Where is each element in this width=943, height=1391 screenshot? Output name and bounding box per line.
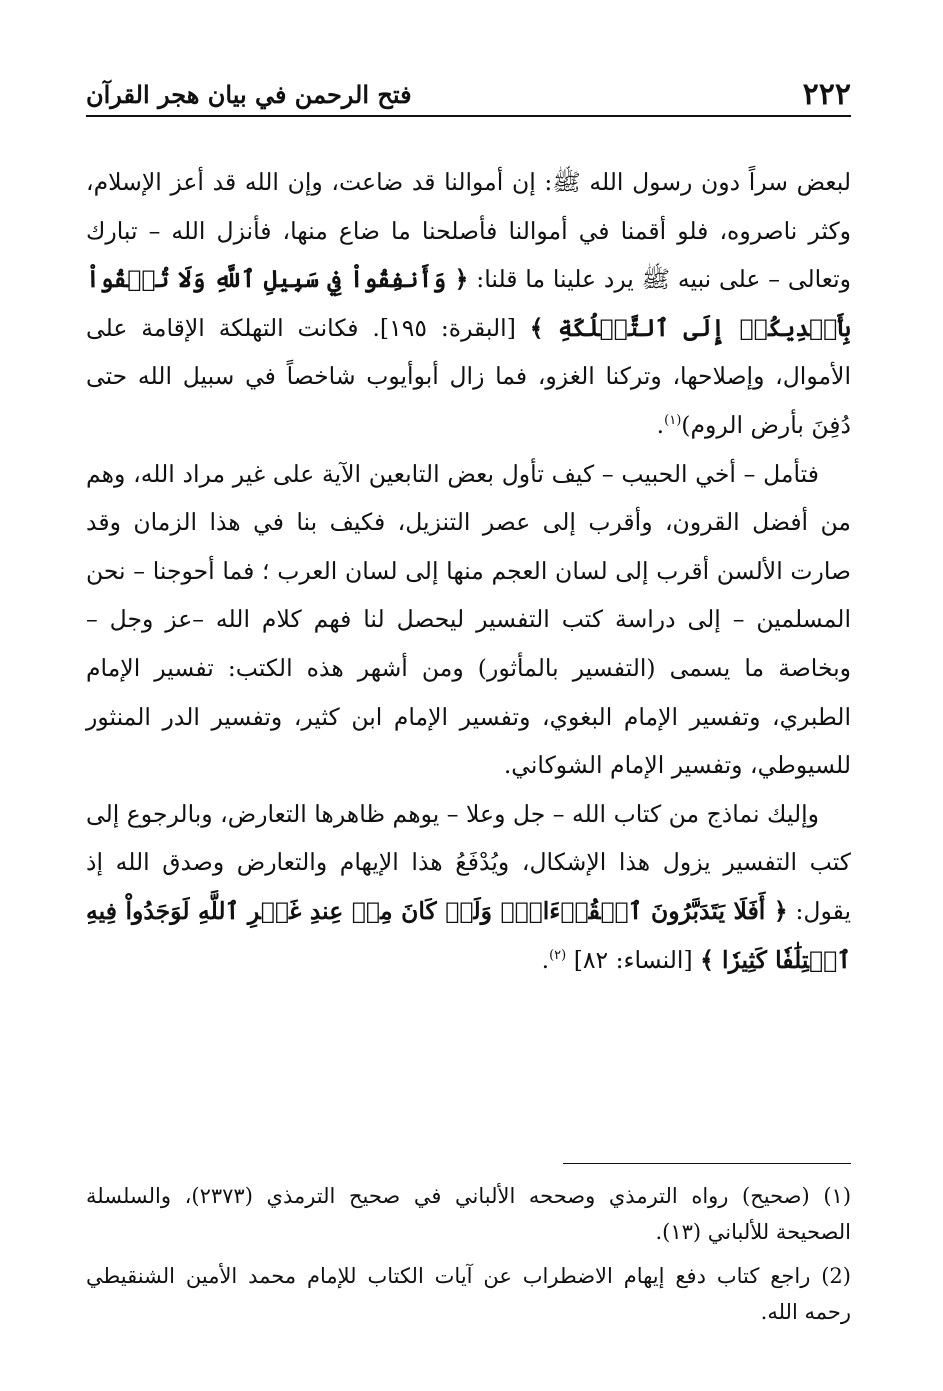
footnote-1-text: (صحيح) رواه الترمذي وصححه الألباني في صحيح الترمذي (٢٣٧٣)، والسلسلة الصحيحة للألباني (١٣). xyxy=(86,1184,851,1244)
running-title: فتح الرحمن في بيان هجر القرآن xyxy=(86,80,412,109)
footnote-2-number: (2) xyxy=(821,1264,851,1288)
footnote-2 xyxy=(86,1258,851,1330)
paragraph-3-text: وإليك نماذج من كتاب الله – جل وعلا – يوهم ظاهرها التعارض، وبالرجوع إلى كتب التفسير يزول هذا الإشكال، ويُدْفَعُ هذا الإيهام والتعارض وصدق الله إذ يقول: xyxy=(86,799,852,925)
footnotes xyxy=(86,1178,851,1338)
quran-verse-baqarah: ﴿ وَأَنفِقُواْ فِي سَبِيلِ ٱللَّهِ وَلَا تُلۡقُواْ بِأَيۡدِيكُمۡ إِلَى ٱلتَّهۡلُكَةِ ﴾ xyxy=(86,265,851,342)
paragraph-1-text-cont: [البقرة: ١٩٥]. فكانت التهلكة الإقامة على الأموال، وإصلاحها، وتركنا الغزو، فما زال أبوأيوب شاخصاً في سبيل الله حتى دُفِنَ بأرض الروم) xyxy=(86,313,851,439)
paragraph-3-text-cont: [النساء: ٨٢] xyxy=(566,945,701,974)
footnote-2-text: راجع كتاب دفع إيهام الاضطراب عن آيات الكتاب للإمام محمد الأمين الشنقيطي رحمه الله. xyxy=(86,1264,851,1324)
header-divider xyxy=(86,115,851,117)
paragraph-1-text: لبعض سراً دون رسول الله ﷺ: إن أموالنا قد ضاعت، وإن الله قد أعز الإسلام، وكثر ناصروه، فلو أقمنا في أموالنا فأصلحنا ما ضاع منها، فأنزل الله – تبارك وتعالى – على نبيه ﷺ يرد علينا ما قلنا: xyxy=(86,168,851,294)
paragraph-3 xyxy=(86,790,851,984)
main-text xyxy=(86,158,851,984)
footnote-ref-2[interactable]: (٢) xyxy=(549,947,567,963)
paragraph-1 xyxy=(86,158,851,450)
page-number: ٢٢٢ xyxy=(802,77,851,112)
page-header xyxy=(86,72,851,112)
paragraph-2: فتأمل – أخي الحبيب – كيف تأول بعض التابعين الآية على غير مراد الله، وهم من أفضل القرون، وأقرب إلى عصر التنزيل، فكيف بنا في هذا الزمان وقد صارت الألسن أقرب إلى لسان العجم منها إلى لسان العرب ؛ فما أحوجنا – نحن المسلمين – إلى دراسة كتب التفسير ليحصل لنا فهم كلام الله –عز وجل – وبخاصة ما يسمى (التفسير بالمأثور) ومن أشهر هذه الكتب: تفسير الإمام الطبري، وتفسير الإمام البغوي، وتفسير الإمام ابن كثير، وتفسير الدر المنثور للسيوطي، وتفسير الإمام الشوكاني. xyxy=(86,459,851,780)
footnote-divider xyxy=(563,1163,851,1164)
paragraph-1-end: . xyxy=(656,410,665,439)
quran-verse-nisa: ﴿ أَفَلَا يَتَدَبَّرُونَ ٱلۡقُرۡءَانَۚ وَلَوۡ كَانَ مِنۡ عِندِ غَيۡرِ ٱللَّهِ لَوَجَدُواْ فِيهِ ٱخۡتِلَٰفٗا كَثِيرٗا ﴾ xyxy=(86,896,851,974)
footnote-1 xyxy=(86,1178,851,1250)
footnote-ref-1[interactable]: (١) xyxy=(664,413,682,429)
footnote-1-number: (١) xyxy=(823,1184,852,1208)
paragraph-3-end: . xyxy=(541,945,550,974)
